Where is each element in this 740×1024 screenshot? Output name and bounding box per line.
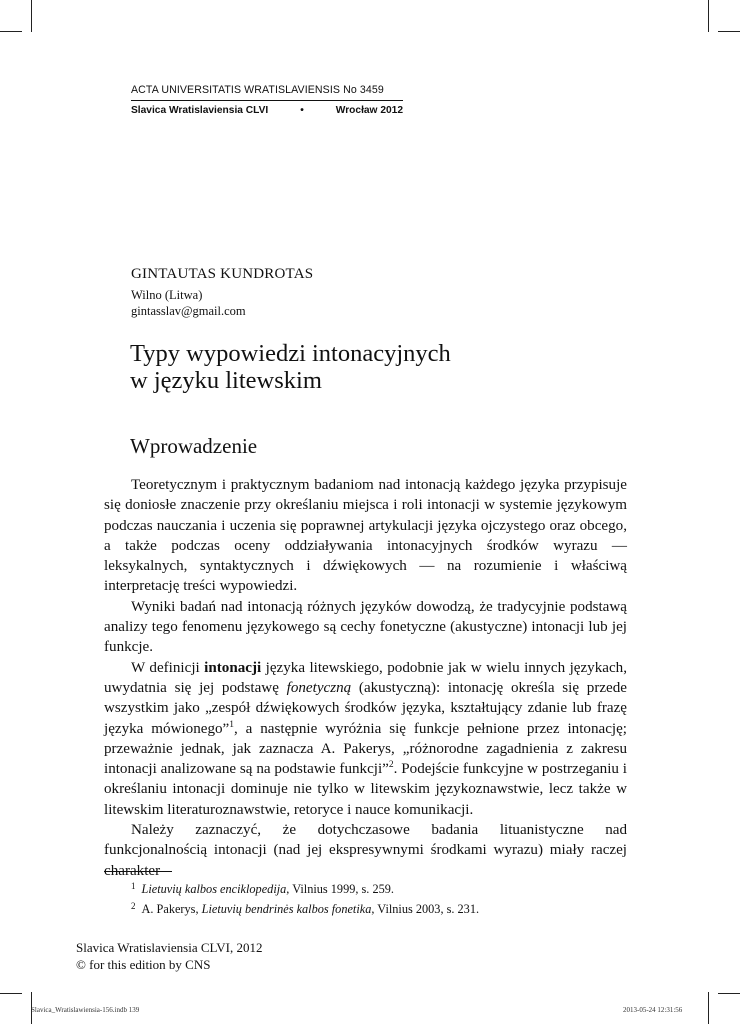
author-email: gintasslav@gmail.com <box>131 304 246 318</box>
paragraph-3-text: W definicji <box>131 659 205 676</box>
footnote-ref-1[interactable]: 1 <box>229 719 234 730</box>
crop-mark <box>0 993 22 994</box>
series-name: Slavica Wratislaviensia CLVI <box>131 105 269 116</box>
crop-mark <box>708 0 709 32</box>
footnote-2 <box>131 898 479 918</box>
bullet-separator: • <box>300 105 304 116</box>
term-italic: fonetyczną <box>286 679 352 696</box>
article-title-line-2: w języku litewskim <box>130 367 322 394</box>
footnote-1 <box>131 878 479 898</box>
footnote-text: , Vilnius 1999, s. 259. <box>286 882 394 896</box>
print-slug-timestamp: 2013-05-24 12:31:56 <box>623 1006 683 1014</box>
footnote-ref-2[interactable]: 2 <box>388 760 394 771</box>
copyright-series: Slavica Wratislaviensia CLVI, 2012 <box>76 940 263 955</box>
print-slug-file: Slavica_Wratislawiensia-156.indb 139 <box>31 1006 140 1014</box>
author-name: GINTAUTAS KUNDROTAS <box>131 266 314 282</box>
article-title-line-1: Typy wypowiedzi intonacyjnych <box>130 340 451 367</box>
paragraph-3 <box>104 658 627 820</box>
crop-mark <box>718 31 740 32</box>
footnote-text: A. Pakerys, <box>141 902 202 916</box>
paragraph-2: Wyniki badań nad intonacją różnych języków dowodzą, że tradycyjnie podstawą analizy tego fenomenu językowego są cechy fonetyczne (akustyczne) intonacji lub jej funkcje. <box>104 598 627 656</box>
place-year: Wrocław 2012 <box>335 105 403 116</box>
copyright-notice: © for this edition by CNS <box>76 956 211 972</box>
footnote-text: , Vilnius 2003, s. 231. <box>371 902 480 916</box>
article-title <box>130 340 451 394</box>
paragraph-1: Teoretycznym i praktycznym badaniom nad intonacją każdego języka przypisuje się doniosłe znaczenie przy określaniu miejsca i roli intonacji w systemie językowym podczas nauczania i uczenia się poprawnej artykulacji języka ojczystego oraz obcego, a także podczas oceny oddziaływania intonacyjnych środków wyrazu — leksykalnych, syntaktycznych i dźwiękowych — na rozumienie i właściwą interpretację treści wypowiedzi. <box>104 477 627 595</box>
journal-header <box>131 84 403 116</box>
footnote-number: 2 <box>131 901 136 911</box>
crop-mark <box>31 0 32 32</box>
author-affiliation: Wilno (Litwa) <box>131 288 203 302</box>
footnote-number: 1 <box>131 881 136 891</box>
body-text <box>104 475 627 881</box>
footnotes <box>131 878 479 918</box>
term-bold: intonacji <box>204 659 262 676</box>
crop-mark <box>718 993 740 994</box>
crop-mark <box>0 31 22 32</box>
paragraph-3-text: języka litewskiego, podobnie jak w wielu innych językach, uwydatnia się jej podstawę <box>104 659 627 696</box>
copyright-block <box>76 940 263 973</box>
crop-mark <box>708 992 709 1024</box>
footnote-title: Lietuvių bendrinės kalbos fonetika <box>201 902 372 916</box>
footnote-rule <box>104 871 172 872</box>
author-affiliation-block <box>131 287 246 319</box>
footnote-title: Lietuvių kalbos enciklopedija <box>141 882 287 896</box>
section-heading: Wprowadzenie <box>130 434 258 458</box>
paragraph-3-text: , a następnie wyróżnia się funkcje pełnione przez intonację; przeważnie jednak, jak zaznacza A. Pakerys, „różnorodne zagadnienia z zakresu intonacji analizowane są na podstawie funkcji” <box>104 720 627 778</box>
paragraph-3-text: (akustyczną): intonację określa się przede wszystkim jako „zespół dźwiękowych środków języka, kształtujący zdanie lub frazę języka mówionego” <box>104 679 628 737</box>
paragraph-3-text: . Podejście funkcyjne w postrzeganiu i określaniu intonacji dominuje nie tylko w litewskim językoznawstwie, lecz także w litewskim literaturoznawstwie, retoryce i nauce komunikacji. <box>104 761 627 818</box>
series-line <box>131 105 403 116</box>
header-rule <box>131 100 403 101</box>
paragraph-4: Należy zaznaczyć, że dotychczasowe badania lituanistyczne nad funkcjonalnością intonacji (nad jej ekspresywnymi środkami wyrazu) miały raczej charakter <box>104 822 627 879</box>
journal-name: ACTA UNIVERSITATIS WRATISLAVIENSIS No 3459 <box>131 84 384 96</box>
